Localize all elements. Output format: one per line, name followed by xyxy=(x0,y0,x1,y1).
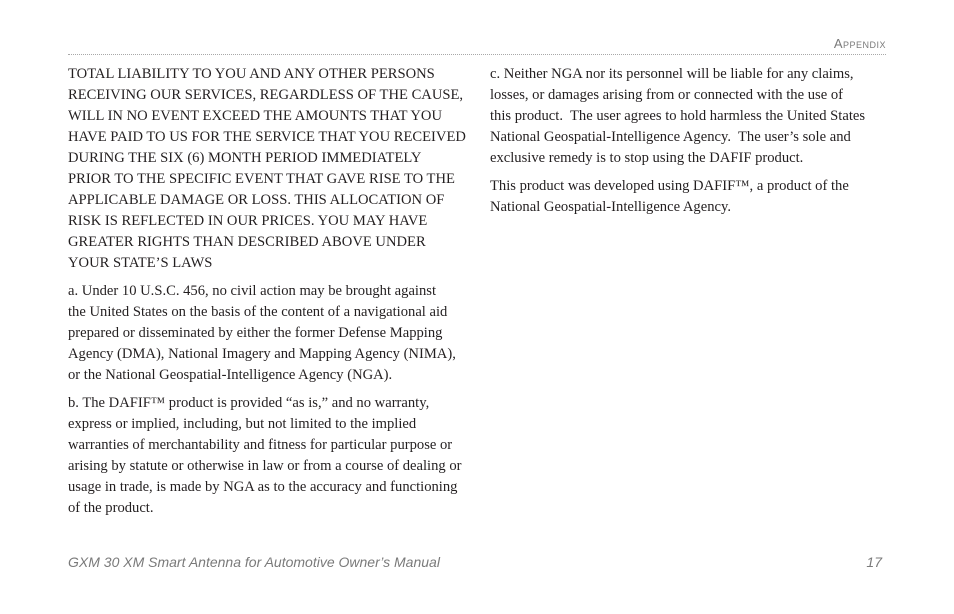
text-line: a. Under 10 U.S.C. 456, no civil action may be brought against xyxy=(68,283,437,299)
text-line: c. Neither NGA nor its personnel will be liable for any claims, xyxy=(490,66,854,82)
section-header: Appendix xyxy=(833,36,886,51)
text-line: HAVE PAID TO US FOR THE SERVICE THAT YOU RECEIVED xyxy=(68,129,466,145)
text-line: the United States on the basis of the content of a navigational aid xyxy=(68,304,448,320)
text-line: RECEIVING OUR SERVICES, REGARDLESS OF THE CAUSE, xyxy=(68,87,464,103)
text-line: TOTAL LIABILITY TO YOU AND ANY OTHER PERSONS xyxy=(68,66,435,82)
text-line: losses, or damages arising from or connected with the use of xyxy=(490,87,843,103)
text-line: this product. The user agrees to hold harmless the United States xyxy=(490,108,866,124)
text-line: arising by statute or otherwise in law or from a course of dealing or xyxy=(68,458,462,474)
text-line: warranties of merchantability and fitness for particular purpose or xyxy=(68,437,453,453)
text-line: APPLICABLE DAMAGE OR LOSS. THIS ALLOCATION OF xyxy=(68,192,445,208)
header-divider xyxy=(68,54,886,55)
text-line: exclusive remedy is to stop using the DAFIF product. xyxy=(490,150,804,166)
text-line: of the product. xyxy=(68,500,154,516)
text-line: WILL IN NO EVENT EXCEED THE AMOUNTS THAT YOU xyxy=(68,108,442,124)
dafif-attribution-paragraph xyxy=(490,176,872,218)
clause-a-paragraph xyxy=(68,281,466,386)
text-line: RISK IS REFLECTED IN OUR PRICES. YOU MAY HAVE xyxy=(68,213,428,229)
text-line: PRIOR TO THE SPECIFIC EVENT THAT GAVE RISE TO THE xyxy=(68,171,455,187)
text-line: YOUR STATE’S LAWS xyxy=(68,255,213,271)
text-line: National Geospatial-Intelligence Agency. xyxy=(490,199,731,215)
clause-b-paragraph xyxy=(68,393,466,519)
text-line: DURING THE SIX (6) MONTH PERIOD IMMEDIATELY xyxy=(68,150,422,166)
text-line: prepared or disseminated by either the former Defense Mapping xyxy=(68,325,443,341)
right-column xyxy=(490,64,872,225)
left-column xyxy=(68,64,466,526)
clause-c-paragraph xyxy=(490,64,872,169)
liability-paragraph xyxy=(68,64,466,274)
text-line: or the National Geospatial-Intelligence Agency (NGA). xyxy=(68,367,393,383)
text-line: b. The DAFIF™ product is provided “as is,” and no warranty, xyxy=(68,395,430,411)
footer-manual-title: GXM 30 XM Smart Antenna for Automotive Owner’s Manual xyxy=(68,554,440,570)
text-line: usage in trade, is made by NGA as to the accuracy and functioning xyxy=(68,479,458,495)
text-line: Agency (DMA), National Imagery and Mapping Agency (NIMA), xyxy=(68,346,456,362)
text-line: National Geospatial-Intelligence Agency. The user’s sole and xyxy=(490,129,851,145)
text-line: GREATER RIGHTS THAN DESCRIBED ABOVE UNDER xyxy=(68,234,426,250)
text-line: This product was developed using DAFIF™, a product of the xyxy=(490,178,849,194)
text-line: express or implied, including, but not limited to the implied xyxy=(68,416,417,432)
page-number: 17 xyxy=(866,554,882,570)
